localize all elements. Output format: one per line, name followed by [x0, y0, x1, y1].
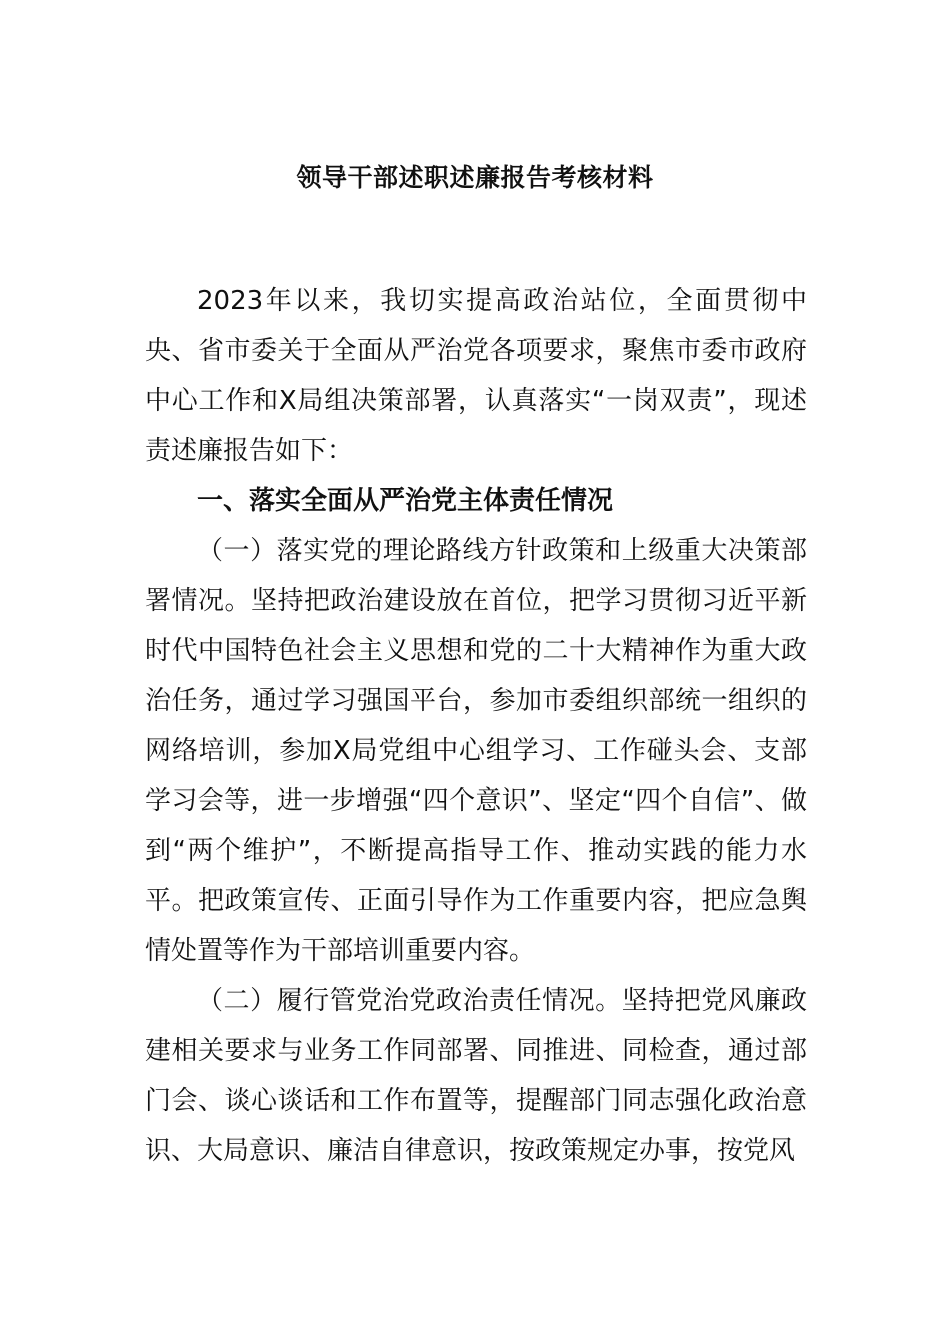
document-body [145, 276, 807, 1176]
section-1-paragraph-2: （二）履行管党治党政治责任情况。坚持把党风廉政建相关要求与业务工作同部署、同推进、同检查，通过部门会、谈心谈话和工作布置等，提醒部门同志强化政治意识、大局意识、廉洁自律意识，按政策规定办事，按党风 [145, 986, 807, 1166]
intro-paragraph: 2023年以来，我切实提高政治站位，全面贯彻中央、省市委关于全面从严治党各项要求，聚焦市委市政府中心工作和X局组决策部署，认真落实“一岗双责”，现述责述廉报告如下： [145, 286, 807, 466]
section-1-paragraph-1: （一）落实党的理论路线方针政策和上级重大决策部署情况。坚持把政治建设放在首位，把学习贯彻习近平新时代中国特色社会主义思想和党的二十大精神作为重大政治任务，通过学习强国平台，参加市委组织部统一组织的网络培训，参加X局党组中心组学习、工作碰头会、支部学习会等，进一步增强“四个意识”、坚定“四个自信”、做到“两个维护”，不断提高指导工作、推动实践的能力水平。把政策宣传、正面引导作为工作重要内容，把应急舆情处置等作为干部培训重要内容。 [145, 536, 807, 966]
document-title: 领导干部述职述廉报告考核材料 [296, 163, 654, 192]
section-1-heading: 一、落实全面从严治党主体责任情况 [197, 486, 614, 516]
